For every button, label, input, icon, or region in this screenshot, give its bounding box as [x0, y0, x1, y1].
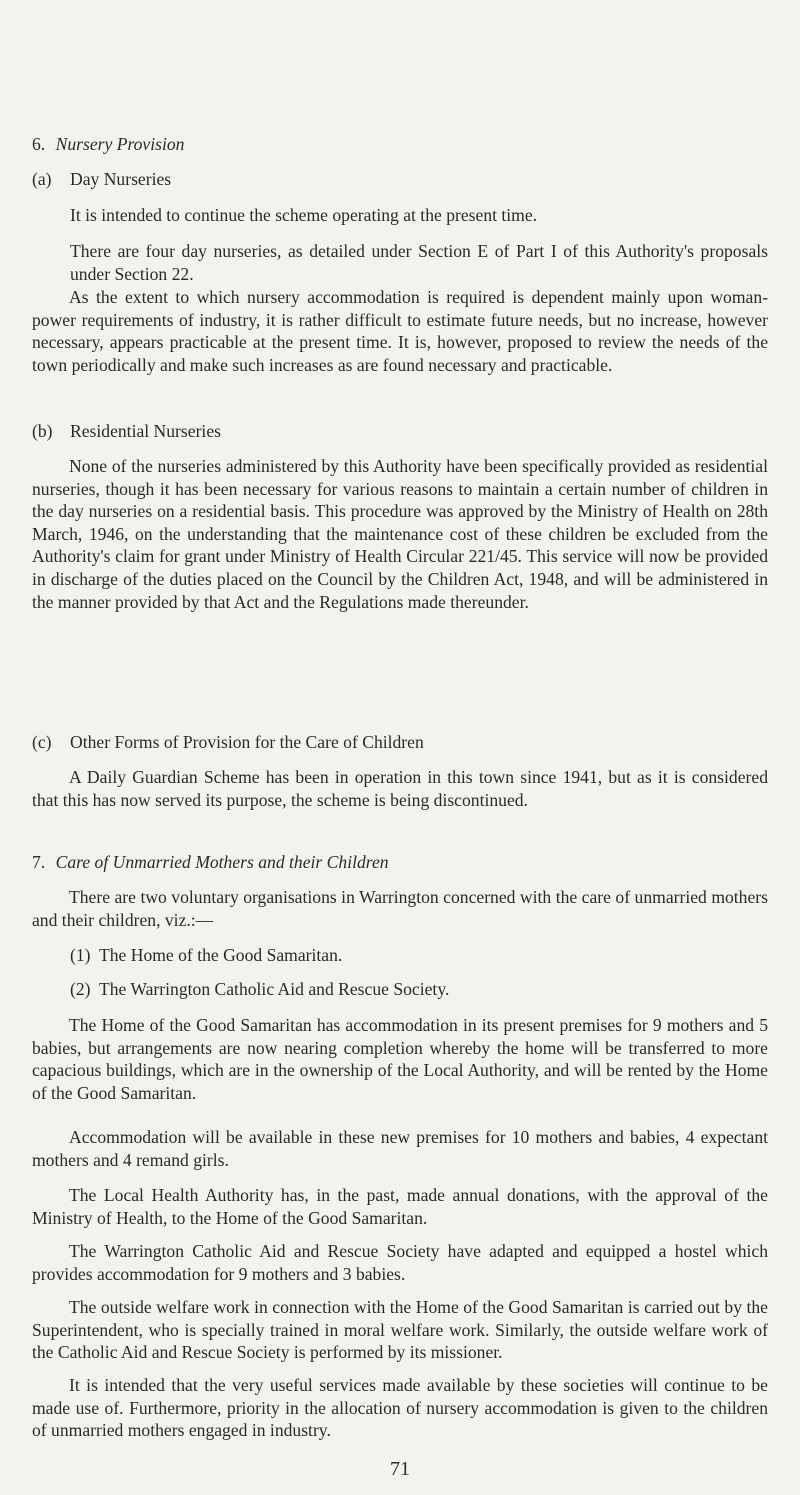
paragraph-a-2: There are four day nurseries, as detailed under Section E of Part I of this Authority's proposals under Section 22. [70, 241, 768, 284]
paragraph-7-3: The Local Health Authority has, in the past, made annual donations, with the approval of the Ministry of Health, to the Home of the Good Samaritan. [32, 1185, 768, 1228]
subsection-a-heading [32, 168, 171, 191]
subsection-a-label: (a) [32, 169, 52, 189]
paragraph-7-5: The outside welfare work in connection with the Home of the Good Samaritan is carried out by the Superintendent, who is specially trained in moral welfare work. Similarly, the outside welfare work of the Catholic Aid and Rescue Society is performed by its missioner. [32, 1297, 768, 1363]
section-7-number: 7. [32, 852, 46, 872]
subsection-c-title: Other Forms of Provision for the Care of Children [70, 732, 424, 752]
list-item-2: (2) The Warrington Catholic Aid and Rescue Society. [70, 979, 450, 999]
paragraph-a-1: It is intended to continue the scheme operating at the present time. [70, 205, 538, 225]
subsection-b-title: Residential Nurseries [70, 421, 221, 441]
subsection-b-heading [32, 420, 221, 443]
list-item-1: (1) The Home of the Good Samaritan. [70, 945, 343, 965]
paragraph-7-6: It is intended that the very useful services made available by these societies will continue to be made use of. Furthermore, priority in the allocation of nursery accommodation is given to the children of unmarried mothers engaged in industry. [32, 1375, 768, 1441]
section-7-heading [32, 851, 389, 874]
section-7-intro: There are two voluntary organisations in Warrington concerned with the care of unmarried mothers and their children, viz.:— [32, 887, 768, 930]
paragraph-a-3: As the extent to which nursery accommodation is required is dependent mainly upon woman-power requirements of industry, it is rather difficult to estimate future needs, but no increase, however necessary, appears practicable at the present time. It is, however, proposed to review the needs of the town periodically and make such increases as are found necessary and practicable. [32, 287, 768, 375]
paragraph-c-1: A Daily Guardian Scheme has been in operation in this town since 1941, but as it is considered that this has now served its purpose, the scheme is being discontinued. [32, 767, 768, 810]
section-7-title: Care of Unmarried Mothers and their Children [55, 852, 389, 872]
subsection-c-label: (c) [32, 732, 52, 752]
section-6-number: 6. [32, 134, 46, 154]
paragraph-7-4: The Warrington Catholic Aid and Rescue Society have adapted and equipped a hostel which provides accommodation for 9 mothers and 3 babies. [32, 1241, 768, 1284]
section-6-heading [32, 133, 184, 156]
subsection-b-label: (b) [32, 421, 53, 441]
subsection-a-title: Day Nurseries [70, 169, 172, 189]
paragraph-b-1: None of the nurseries administered by this Authority have been specifically provided as residential nurseries, though it has been necessary for various reasons to maintain a certain number of children in the day nurseries on a residential basis. This procedure was approved by the Ministry of Health on 28th March, 1946, on the understanding that the maintenance cost of these children be excluded from the Authority's claim for grant under Ministry of Health Circular 221/45. This service will now be provided in discharge of the duties placed on the Council by the Children Act, 1948, and will be administered in the manner provided by that Act and the Regulations made thereunder. [32, 456, 768, 612]
paragraph-7-2: Accommodation will be available in these new premises for 10 mothers and babies, 4 expectant mothers and 4 remand girls. [32, 1127, 768, 1170]
page-number: 71 [390, 1458, 410, 1480]
section-6-title: Nursery Provision [55, 134, 185, 154]
paragraph-7-1: The Home of the Good Samaritan has accommodation in its present premises for 9 mothers and 5 babies, but arrangements are now nearing completion whereby the home will be transferred to more capacious buildings, which are in the ownership of the Local Authority, and will be rented by the Home of the Good Samaritan. [32, 1015, 768, 1103]
subsection-c-heading [32, 731, 424, 754]
